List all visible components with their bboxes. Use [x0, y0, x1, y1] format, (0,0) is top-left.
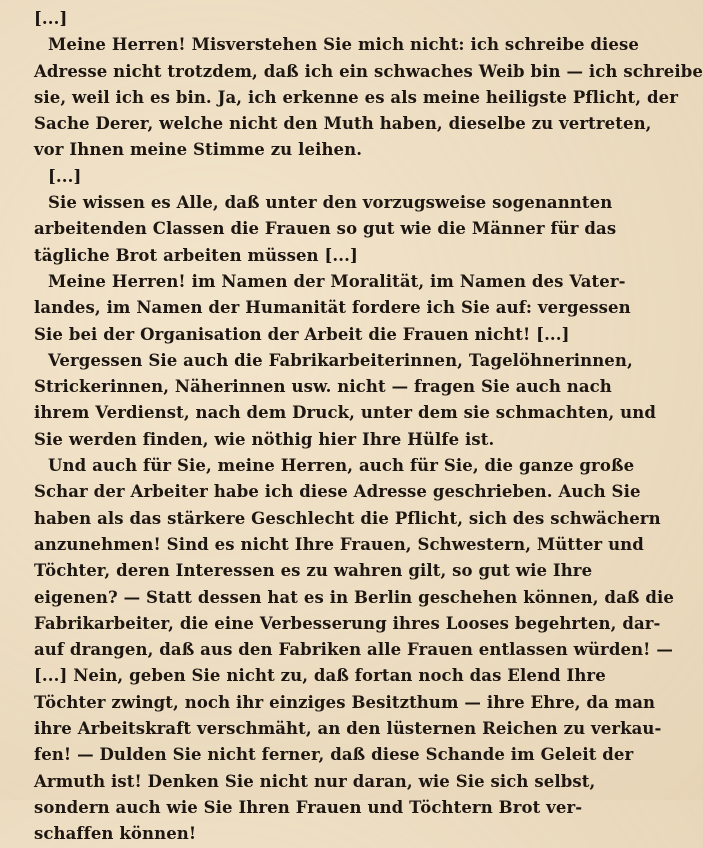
- text-line: Vergessen Sie auch die Fabrikarbeiterinnen, Tagelöhnerinnen,: [48, 350, 633, 370]
- paragraph-2: [34, 190, 617, 269]
- text-line: sondern auch wie Sie Ihren Frauen und Töchtern Brot ver-: [34, 797, 583, 817]
- text-line: anzunehmen! Sind es nicht Ihre Frauen, Schwestern, Mütter und: [34, 534, 644, 554]
- text-line: sie, weil ich es bin. Ja, ich erkenne es als meine heiligste Pflicht, der: [34, 87, 678, 107]
- text-line: vor Ihnen meine Stimme zu leihen.: [34, 140, 363, 160]
- text-line: Schar der Arbeiter habe ich diese Adresse geschrieben. Auch Sie: [34, 482, 641, 502]
- text-line: ihrem Verdienst, nach dem Druck, unter dem sie schmachten, und: [34, 403, 656, 423]
- text-line: Und auch für Sie, meine Herren, auch für Sie, die ganze große: [48, 456, 635, 476]
- text-line: arbeitenden Classen die Frauen so gut wie die Männer für das: [34, 219, 617, 239]
- text-line: Strickerinnen, Näherinnen usw. nicht — fragen Sie auch nach: [34, 377, 612, 397]
- text-line: Fabrikarbeiter, die eine Verbesserung ihres Looses begehrten, dar-: [34, 613, 661, 633]
- text-line: fen! — Dulden Sie nicht ferner, daß diese Schande im Geleit der: [34, 745, 634, 765]
- text-line: tägliche Brot arbeiten müssen [...]: [34, 245, 358, 265]
- ellipsis-top: [...]: [34, 9, 68, 28]
- text-line: Sie wissen es Alle, daß unter den vorzugsweise sogenannten: [48, 193, 613, 213]
- paragraph-5: [34, 453, 674, 847]
- text-line: Meine Herren! im Namen der Moralität, im Namen des Vater-: [48, 271, 626, 291]
- text-line: Sie bei der Organisation der Arbeit die Frauen nicht! [...]: [34, 324, 570, 344]
- text-line: schaffen können!: [34, 824, 197, 844]
- paragraph-4: [34, 348, 656, 453]
- text-line: [...] Nein, geben Sie nicht zu, daß fortan noch das Elend Ihre: [34, 666, 606, 686]
- text-line: Töchter, deren Interessen es zu wahren gilt, so gut wie Ihre: [34, 561, 593, 581]
- text-line: Meine Herren! Misverstehen Sie mich nicht: ich schreibe diese: [48, 35, 639, 55]
- text-line: Armuth ist! Denken Sie nicht nur daran, wie Sie sich selbst,: [34, 771, 596, 791]
- text-line: ihre Arbeitskraft verschmäht, an den lüsternen Reichen zu verkau-: [34, 719, 662, 739]
- text-line: eigenen? — Statt dessen hat es in Berlin geschehen können, daß die: [34, 587, 674, 607]
- paragraph-1: [34, 32, 703, 163]
- text-line: Sie werden finden, wie nöthig hier Ihre Hülfe ist.: [34, 429, 495, 449]
- text-line: Adresse nicht trotzdem, daß ich ein schwaches Weib bin — ich schreibe: [34, 61, 703, 81]
- paragraph-3: [34, 269, 631, 348]
- ellipsis-mid: [...]: [48, 166, 82, 186]
- text-line: Töchter zwingt, noch ihr einziges Besitzthum — ihre Ehre, da man: [34, 692, 656, 712]
- text-line: haben als das stärkere Geschlecht die Pflicht, sich des schwächern: [34, 508, 661, 528]
- text-line: landes, im Namen der Humanität fordere ich Sie auf: vergessen: [34, 298, 631, 318]
- text-line: auf drangen, daß aus den Fabriken alle Frauen entlassen würden! —: [34, 640, 673, 660]
- text-line: Sache Derer, welche nicht den Muth haben, dieselbe zu vertreten,: [34, 114, 652, 134]
